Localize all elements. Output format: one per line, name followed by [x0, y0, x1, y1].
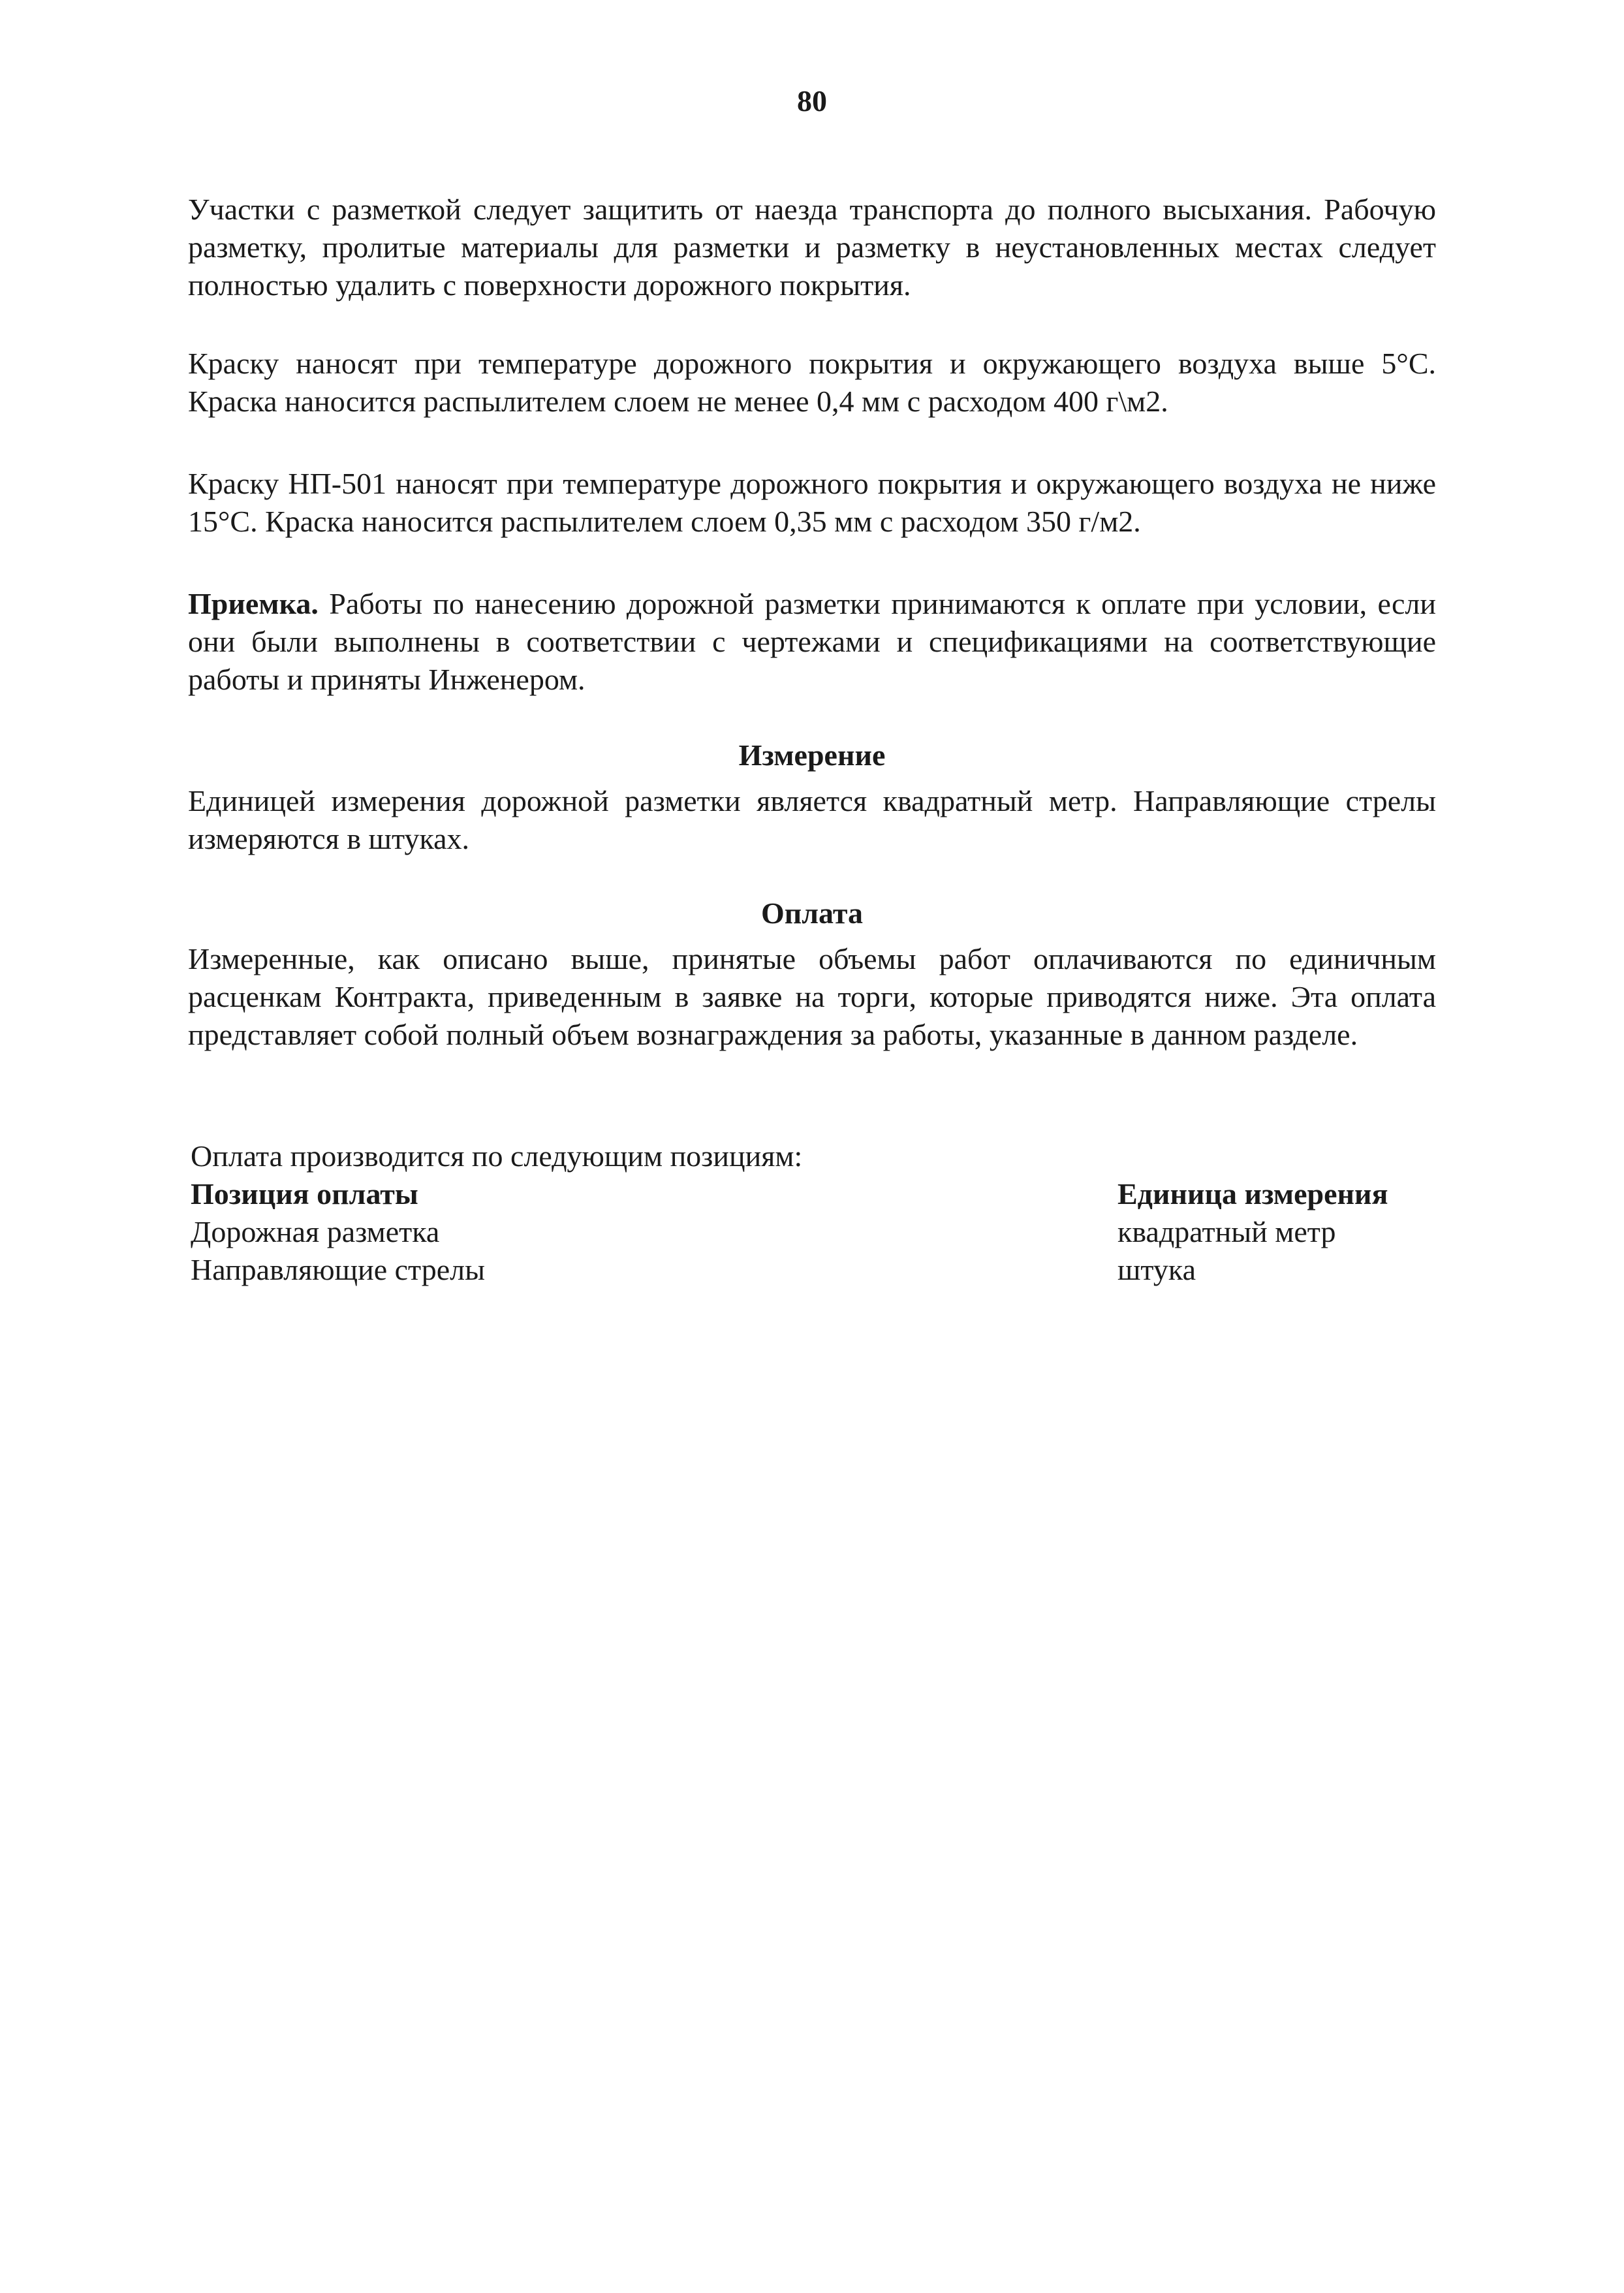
- paragraph-np501-application: [188, 465, 1436, 541]
- payment-table-header: [191, 1175, 1444, 1213]
- row-unit: квадратный метр: [1117, 1215, 1336, 1248]
- acceptance-text: Работы по нанесению дорожной разметки принимаются к оплате при условии, если они были выполнены в соответствии с чертежами и спецификациями на соответствующие работы и приняты Инженером.: [188, 587, 1436, 696]
- paragraph-text: Краску НП-501 наносят при температуре дорожного покрытия и окружающего воздуха не ниже 15°С. Краска наносится распылителем слоем 0,35 мм с расходом 350 г/м2.: [188, 467, 1436, 538]
- payment-items-intro: Оплата производится по следующим позициям:: [191, 1139, 803, 1173]
- paragraph-acceptance: [188, 585, 1436, 699]
- measurement-heading: Измерение: [738, 738, 886, 772]
- column-header-unit: Единица измерения: [1117, 1177, 1388, 1210]
- column-header-position: Позиция оплаты: [191, 1177, 418, 1210]
- payment-heading: Оплата: [760, 896, 864, 930]
- paragraph-paint-application: [188, 345, 1436, 420]
- page-number: 80: [797, 84, 827, 118]
- table-row: [191, 1213, 1444, 1251]
- acceptance-lead: Приемка.: [188, 587, 319, 620]
- payment-section: [188, 940, 1436, 1054]
- measurement-section: [188, 782, 1436, 858]
- payment-text: Измеренные, как описано выше, принятые объемы работ оплачиваются по единичным расценкам Контракта, приведенным в заявке на торги, которые приводятся ниже. Эта оплата представляет собой полный объем вознаграждения за работы, указанные в данном разделе.: [188, 942, 1436, 1051]
- payment-items-table: [191, 1137, 1444, 1289]
- measurement-text: Единицей измерения дорожной разметки является квадратный метр. Направляющие стрелы измеряются в штуках.: [188, 784, 1436, 855]
- paragraph-text: Участки с разметкой следует защитить от наезда транспорта до полного высыхания. Рабочую разметку, пролитые материалы для разметки и разметку в неустановленных местах следует полностью удалить с поверхности дорожного покрытия.: [188, 193, 1436, 302]
- row-position: Направляющие стрелы: [191, 1253, 485, 1286]
- table-row: [191, 1251, 1444, 1289]
- paragraph-road-marking-protection: [188, 191, 1436, 304]
- row-unit: штука: [1117, 1253, 1196, 1286]
- row-position: Дорожная разметка: [191, 1215, 440, 1248]
- paragraph-text: Краску наносят при температуре дорожного покрытия и окружающего воздуха выше 5°С. Краска наносится распылителем слоем не менее 0,4 мм с расходом 400 г\м2.: [188, 347, 1436, 418]
- acceptance-paragraph: [188, 585, 1436, 699]
